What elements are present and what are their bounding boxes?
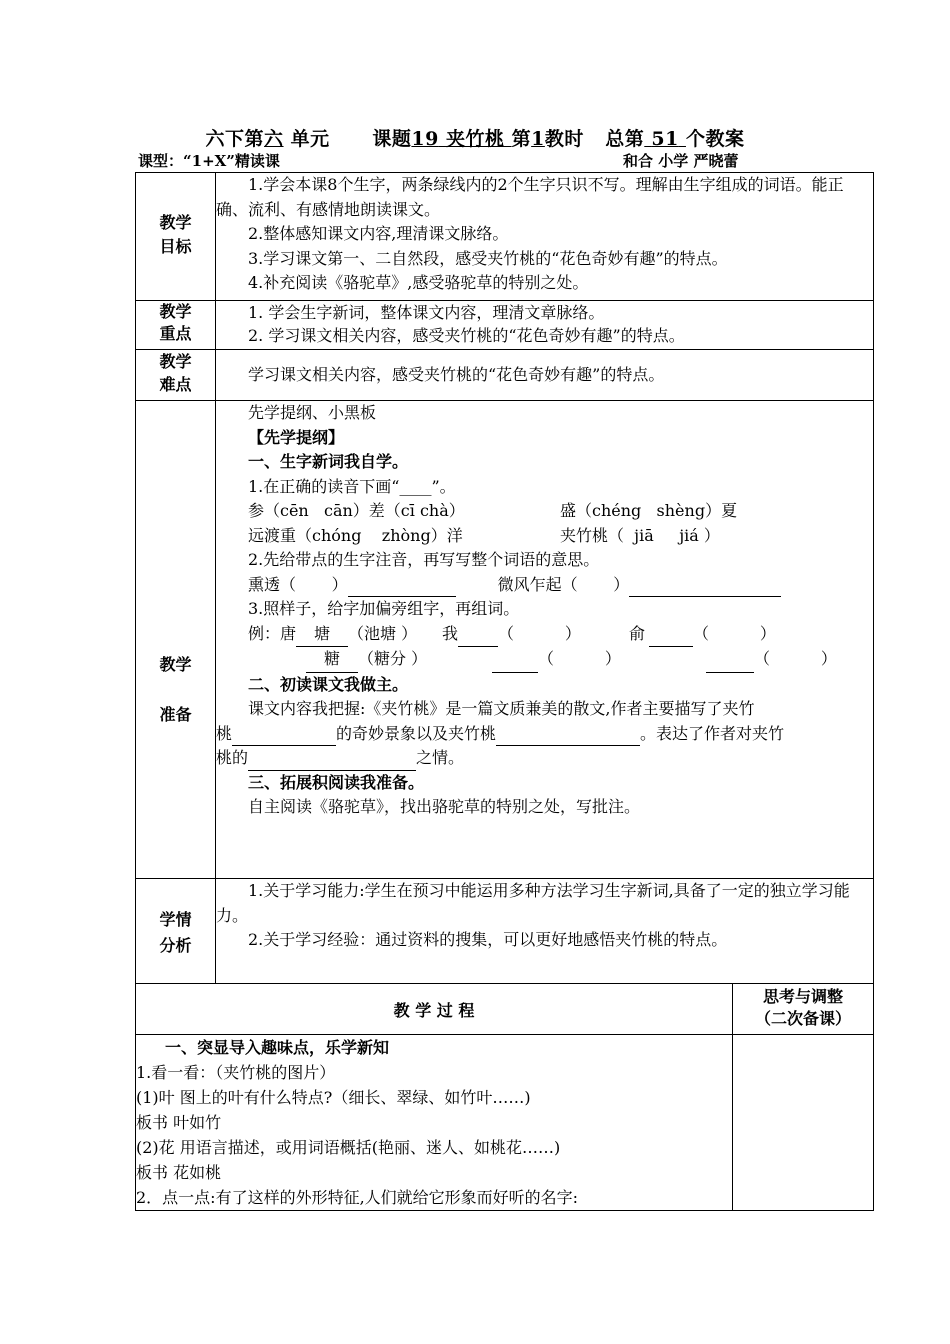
preparation-content bbox=[216, 401, 874, 879]
row-label: 教学 准备 bbox=[136, 401, 216, 879]
analysis-item: 2.关于学习经验：通过资料的搜集，可以更好地感悟夹竹桃的特点。 bbox=[248, 930, 728, 949]
example-group: （糖分 ） bbox=[358, 649, 428, 668]
pinyin-item: 远渡重（chóng zhòng）洋 bbox=[248, 525, 463, 545]
pinyin-item: 夹竹桃（ jiā jiá ） bbox=[560, 525, 720, 545]
section-heading: 三、拓展积阅读我准备。 bbox=[248, 772, 425, 792]
example-word: 塘 bbox=[296, 622, 348, 648]
process-line: (1)叶 图上的叶有什么特点?（细长、翠绿、如竹叶……) bbox=[136, 1088, 531, 1107]
question: 2.先给带点的生字注音，再写写整个词语的意思。 bbox=[248, 550, 600, 569]
question: 1.在正确的读音下画“____”。 bbox=[248, 476, 456, 496]
lesson-plan-table bbox=[135, 172, 874, 1211]
process-line: 1.看一看：（夹竹桃的图片） bbox=[136, 1063, 336, 1082]
answer-blank[interactable] bbox=[649, 622, 693, 648]
process-row bbox=[136, 1035, 874, 1211]
key-points-row bbox=[136, 301, 874, 350]
answer-blank[interactable] bbox=[492, 647, 538, 673]
process-header-row bbox=[136, 984, 874, 1035]
row-label: 学情 分析 bbox=[136, 879, 216, 984]
question: 3.照样子，给字加偏旁组字，再组词。 bbox=[248, 599, 520, 618]
lesson-type: 课型：“1+X”精读课 bbox=[138, 152, 280, 170]
group-paren: （ ） bbox=[693, 623, 776, 643]
word-item: 微风乍起（ ） bbox=[497, 574, 630, 594]
outline-title: 【先学提纲】 bbox=[248, 427, 345, 447]
period-number: 1 bbox=[531, 128, 545, 150]
answer-blank[interactable] bbox=[496, 722, 640, 747]
objective-item: 3.学习课文第一、二自然段，感受夹竹桃的“花色奇妙有趣”的特点。 bbox=[248, 248, 728, 268]
base-char: 我 bbox=[442, 623, 459, 643]
row-label: 教学 重点 bbox=[136, 301, 216, 350]
reading-task: 自主阅读《骆驼草》，找出骆驼草的特别之处，写批注。 bbox=[248, 797, 641, 816]
school-teacher: 和合 小学 严晓蕾 bbox=[623, 152, 739, 170]
notes-cell[interactable] bbox=[733, 1035, 874, 1211]
answer-blank[interactable] bbox=[706, 647, 754, 673]
difficulty-content bbox=[216, 350, 874, 401]
objectives-row bbox=[136, 173, 874, 301]
group-paren: （ ） bbox=[498, 623, 581, 643]
answer-blank[interactable] bbox=[458, 622, 498, 648]
title-text: 教时 bbox=[544, 128, 584, 150]
process-line: 板书 叶如竹 bbox=[136, 1113, 222, 1132]
side-header: 思考与调整 （二次备课） bbox=[733, 984, 874, 1035]
objective-item: 2.整体感知课文内容,理清课文脉络。 bbox=[248, 224, 509, 243]
analysis-item: 1.关于学习能力:学生在预习中能运用多种方法学习生字新词,具备了一定的独立学习能力。 bbox=[216, 881, 850, 925]
title-text: 六下第 bbox=[205, 128, 265, 150]
section-heading: 二、初读课文我做主。 bbox=[248, 674, 409, 694]
process-line: 2．点一点:有了这样的外形特征,人们就给它形象而好听的名字: bbox=[136, 1188, 579, 1207]
key-point-item: 1. 学会生字新词，整体课文内容，理清文章脉络。 bbox=[248, 303, 605, 322]
total-number: 51 bbox=[651, 128, 679, 150]
pinyin-row bbox=[216, 524, 873, 549]
title-text: 单元 bbox=[290, 128, 330, 150]
row-label: 教学 难点 bbox=[136, 350, 216, 401]
answer-blank[interactable] bbox=[248, 746, 416, 771]
group-paren: （ ） bbox=[538, 649, 621, 668]
unit-number: 六 bbox=[264, 128, 284, 150]
page-title bbox=[0, 124, 950, 151]
pinyin-item: 参（cēn cān）差（cī chà） bbox=[248, 501, 465, 520]
analysis-content bbox=[216, 879, 874, 984]
title-text: 课题 bbox=[372, 128, 412, 150]
objectives-content bbox=[216, 173, 874, 301]
example-word: 糖 bbox=[306, 647, 358, 673]
process-line: (2)花 用语言描述，或用词语概括(艳丽、迷人、如桃花……) bbox=[136, 1138, 561, 1157]
key-point-item: 2. 学习课文相关内容，感受夹竹桃的“花色奇妙有趣”的特点。 bbox=[248, 326, 685, 345]
answer-blank[interactable] bbox=[348, 573, 456, 598]
section-heading: 一、生字新词我自学。 bbox=[248, 452, 409, 471]
difficulty-text: 学习课文相关内容，感受夹竹桃的“花色奇妙有趣”的特点。 bbox=[248, 365, 665, 384]
objective-item: 4.补充阅读《骆驼草》,感受骆驼草的特别之处。 bbox=[248, 273, 589, 292]
title-text: 总第 bbox=[605, 128, 645, 150]
preparation-row bbox=[136, 401, 874, 879]
analysis-row bbox=[136, 879, 874, 984]
process-header: 教 学 过 程 bbox=[136, 984, 733, 1035]
answer-blank[interactable] bbox=[629, 573, 781, 598]
group-paren: （ ） bbox=[754, 649, 837, 668]
lesson-title: 19 夹竹桃 bbox=[411, 128, 505, 150]
answer-blank[interactable] bbox=[232, 722, 336, 747]
fill-paragraph: 课文内容我把握:《夹竹桃》是一篇文质兼美的散文,作者主要描写了夹竹 bbox=[248, 699, 755, 718]
fill-paragraph: 桃 的奇妙景象以及夹竹桃 。表达了作者对夹竹 bbox=[216, 722, 873, 747]
radical-row bbox=[216, 647, 873, 673]
word-item: 熏透（ ） bbox=[248, 574, 348, 594]
process-content bbox=[136, 1035, 733, 1211]
word-row bbox=[216, 573, 873, 598]
pinyin-row bbox=[216, 499, 873, 524]
example-group: （池塘 ） bbox=[348, 623, 418, 643]
section-heading: 一、突显导入趣味点，乐学新知 bbox=[165, 1038, 390, 1057]
objective-item: 1.学会本课8个生字，两条绿线内的2个生字只识不写。理解由生字组成的词语。能正确、流利、有感情地朗读课文。 bbox=[216, 175, 844, 219]
row-label: 教学 目标 bbox=[136, 173, 216, 301]
title-text: 个教案 bbox=[685, 128, 745, 150]
prep-intro: 先学提纲、小黑板 bbox=[248, 403, 377, 422]
process-line: 板书 花如桃 bbox=[136, 1163, 222, 1182]
radical-row bbox=[216, 622, 873, 648]
title-text: 第 bbox=[511, 128, 532, 150]
example-label: 例：唐 bbox=[248, 623, 297, 643]
difficulty-row bbox=[136, 350, 874, 401]
fill-paragraph: 桃的 之情。 bbox=[216, 746, 873, 771]
base-char: 俞 bbox=[629, 623, 646, 643]
key-points-content bbox=[216, 301, 874, 350]
pinyin-item: 盛（chéng shèng）夏 bbox=[560, 501, 738, 520]
